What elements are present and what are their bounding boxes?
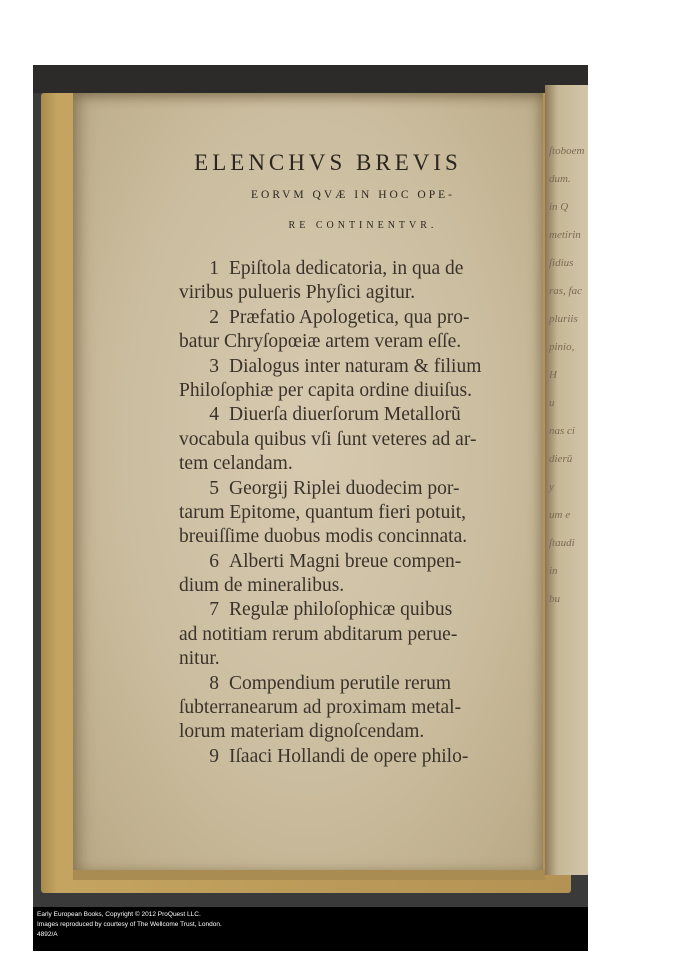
- entry-text: tarum Epitome, quantum fieri potuit,: [179, 501, 467, 523]
- facing-page-text: u: [549, 397, 555, 409]
- entry-line: [179, 355, 524, 379]
- entry-text: Dialogus inter naturam & filium: [229, 355, 482, 377]
- facing-page-text: um e: [549, 509, 571, 521]
- entry-text: tem celandam.: [179, 453, 293, 475]
- entry-line: [179, 306, 524, 330]
- facing-page-text: ſtoboem: [549, 145, 585, 157]
- entry-text: ad notitiam rerum abditarum perue-: [179, 623, 458, 645]
- facing-page-text: nas ci: [549, 425, 575, 437]
- facing-page-text: bu: [549, 593, 560, 605]
- entry-text: Diuerſa diuerſorum Metallorũ: [229, 404, 461, 426]
- entry-number: 7: [209, 599, 219, 621]
- heading-subtitle-continued: RE CONTINENTVR.: [288, 220, 438, 231]
- entry-line: [179, 598, 524, 622]
- facing-page-text: in Q: [549, 201, 569, 213]
- entry-number: 9: [209, 745, 219, 767]
- facing-page-text: in: [549, 565, 558, 577]
- entry-text: ſubterranearum ad proximam metal-: [179, 697, 462, 719]
- entry-line: [179, 379, 524, 403]
- facing-page-edge: [545, 85, 588, 875]
- entry-line: [179, 720, 524, 744]
- facing-page-text: ſidius: [549, 257, 574, 269]
- entry-line: [179, 550, 524, 574]
- entry-number: 6: [209, 550, 219, 572]
- list-item: [179, 306, 524, 355]
- facing-page-text: pinio,: [549, 341, 575, 353]
- entry-line: [179, 623, 524, 647]
- entry-text: breuiſſime duobus modis concinnata.: [179, 526, 468, 548]
- scan-background: [33, 65, 588, 93]
- entry-line: [179, 696, 524, 720]
- entry-number: 4: [209, 404, 219, 426]
- entry-line: [179, 647, 524, 671]
- list-item: [179, 355, 524, 404]
- entry-number: 3: [209, 355, 219, 377]
- entry-line: [179, 428, 524, 452]
- list-item: [179, 745, 524, 769]
- entry-text: nitur.: [179, 648, 220, 670]
- entry-text: lorum materiam dignoſcendam.: [179, 721, 425, 743]
- entry-line: [179, 257, 524, 281]
- entry-number: 8: [209, 672, 219, 694]
- entry-number: 1: [209, 258, 219, 279]
- entry-line: [179, 672, 524, 696]
- copyright-footer: [33, 907, 588, 951]
- facing-page-text: y: [549, 481, 554, 493]
- facing-page-text: ras, fac: [549, 285, 582, 297]
- list-item: [179, 672, 524, 745]
- list-item: [179, 257, 524, 306]
- entry-text: Præfatio Apologetica, qua pro-: [229, 306, 470, 328]
- list-item: [179, 403, 524, 476]
- facing-page-text: dierū: [549, 453, 573, 465]
- heading-subtitle: EORVM QVÆ IN HOC OPE-: [251, 189, 455, 201]
- list-item: [179, 598, 524, 671]
- entry-line: [179, 281, 524, 305]
- entry-number: 2: [209, 306, 219, 328]
- entry-text: Regulæ philoſophicæ quibus: [229, 599, 453, 621]
- facing-page-text: ſtaudi: [549, 537, 575, 549]
- entry-text: viribus pulueris Phyſici agitur.: [179, 282, 416, 304]
- entry-text: Alberti Magni breue compen-: [229, 550, 462, 572]
- list-item: [179, 477, 524, 550]
- entry-text: dium de mineralibus.: [179, 575, 345, 597]
- page-bottom-edge: [73, 870, 545, 880]
- entry-text: vocabula quibus vſi ſunt veteres ad ar-: [179, 428, 477, 450]
- facing-page-text: metirin: [549, 229, 581, 241]
- footer-copyright: Early European Books, Copyright © 2012 ProQuest LLC.: [37, 911, 201, 918]
- entry-line: [179, 501, 524, 525]
- facing-page-text: H: [549, 369, 557, 381]
- table-of-contents: [179, 257, 524, 769]
- entry-line: [179, 330, 524, 354]
- entry-line: [179, 745, 524, 769]
- entry-line: [179, 452, 524, 476]
- list-item: [179, 550, 524, 599]
- heading-title: ELENCHVS BREVIS: [194, 150, 462, 175]
- entry-line: [179, 477, 524, 501]
- entry-text: Iſaaci Hollandi de opere philo-: [229, 745, 469, 767]
- entry-text: batur Chryſopœiæ artem veram eſſe.: [179, 331, 462, 353]
- facing-page-text: dum.: [549, 173, 571, 185]
- entry-text: Epiſtola dedicatoria, in qua de: [229, 258, 464, 279]
- scan-image: [33, 65, 588, 907]
- entry-line: [179, 525, 524, 549]
- footer-shelfmark: 4892/A: [37, 931, 58, 938]
- facing-page-text: pluriis: [549, 313, 578, 325]
- entry-text: Georgij Riplei duodecim por-: [229, 477, 460, 499]
- entry-number: 5: [209, 477, 219, 499]
- entry-text: Philoſophiæ per capita ordine diuiſus.: [179, 379, 473, 401]
- entry-line: [179, 403, 524, 427]
- entry-text: Compendium perutile rerum: [229, 672, 452, 694]
- entry-line: [179, 574, 524, 598]
- footer-courtesy: Images reproduced by courtesy of The Wellcome Trust, London.: [37, 921, 222, 928]
